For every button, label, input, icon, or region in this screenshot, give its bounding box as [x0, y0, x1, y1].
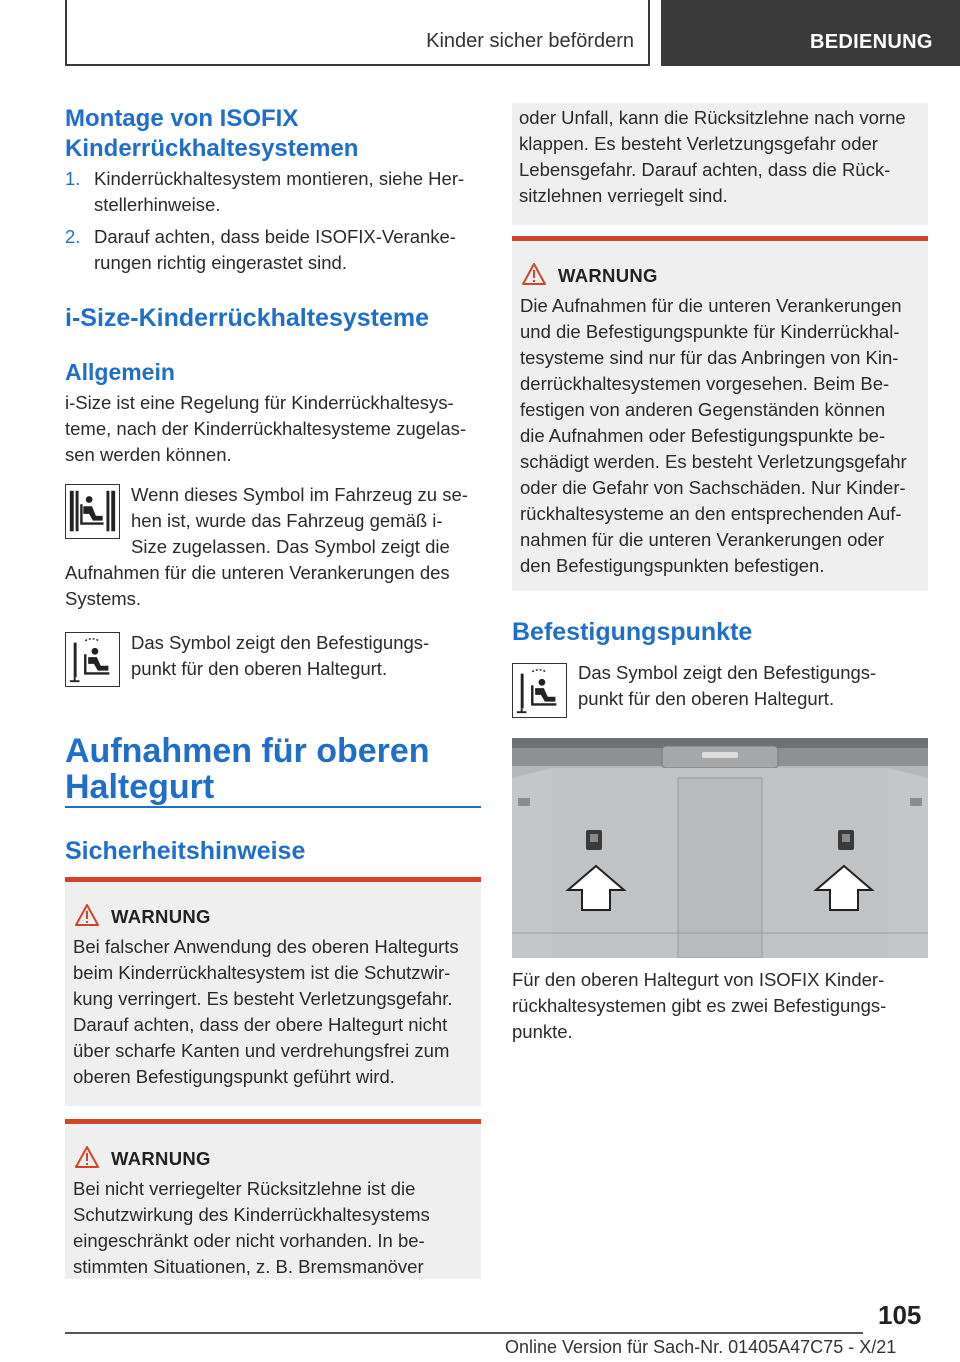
- isize-symbol-cont: Systems.: [65, 588, 142, 609]
- general-heading: Allgemein: [65, 359, 175, 385]
- warning-text: [73, 934, 477, 1090]
- trunk-photo: [512, 738, 928, 958]
- anchor-heading: Befestigungspunkte: [512, 618, 753, 646]
- warning-box: [65, 1119, 481, 1279]
- warning-line: oder die Gefahr von Sachschäden. Nur Kinder-: [520, 477, 906, 498]
- anchor-symbol-line: punkt für den oberen Haltegurt.: [578, 688, 835, 709]
- step-1-line-1: Kinderrückhaltesystem montieren, siehe Her-: [94, 168, 465, 189]
- header-chapter-tab: [661, 0, 960, 66]
- warning-line: Darauf achten, dass der obere Haltegurt nicht: [73, 1014, 448, 1035]
- warning-line: rückhaltesysteme an den entsprechenden Auf-: [520, 503, 902, 524]
- warning-line: Bei nicht verriegelter Rücksitzlehne ist die: [73, 1178, 416, 1199]
- top-tether-icon: [512, 663, 567, 718]
- warning-line: über scharfe Kanten und verdrehungsfrei zum: [73, 1040, 450, 1061]
- warning-line: kung verringert. Es besteht Verletzungsgefahr.: [73, 988, 453, 1009]
- header-chapter-title: BEDIENUNG: [810, 31, 933, 53]
- tether-symbol-line: punkt für den oberen Haltegurt.: [131, 658, 388, 679]
- warning-line: die Aufnahmen oder Befestigungspunkte be-: [520, 425, 886, 446]
- warning-line: klappen. Es besteht Verletzungsgefahr oder: [519, 133, 878, 154]
- caption-line: rückhaltesystemen gibt es zwei Befestigungs-: [512, 995, 887, 1016]
- warning-triangle-icon: [75, 904, 99, 926]
- warning-box: [512, 236, 928, 591]
- warning-line: Lebensgefahr. Darauf achten, dass die Rück-: [519, 159, 891, 180]
- general-line: sen werden können.: [65, 444, 232, 465]
- isize-heading: i-Size-Kinderrückhaltesysteme: [65, 304, 430, 332]
- warning-line: oder Unfall, kann die Rücksitzlehne nach vorne: [519, 107, 906, 128]
- heading-divider: [65, 806, 481, 808]
- step-number: 2.: [65, 226, 81, 247]
- isize-seat-icon: [65, 484, 120, 539]
- warning-line: Die Aufnahmen für die unteren Verankerungen: [520, 295, 902, 316]
- isize-symbol-line: Size zugelassen. Das Symbol zeigt die: [131, 536, 450, 557]
- isize-symbol-line: hen ist, wurde das Fahrzeug gemäß i-: [131, 510, 443, 531]
- step-2-line-2: rungen richtig eingerastet sind.: [94, 252, 347, 273]
- main-heading-line: Haltegurt: [65, 768, 215, 806]
- warning-line: und die Befestigungspunkte für Kinderrückhal-: [520, 321, 900, 342]
- warning-line: stimmten Situationen, z. B. Bremsmanöver: [73, 1256, 424, 1277]
- warning-title: WARNUNG: [558, 265, 658, 286]
- isize-symbol-cont: Aufnahmen für die unteren Verankerungen des: [65, 562, 450, 583]
- warning-text: [520, 293, 924, 579]
- warning-line: sitzlehnen verriegelt sind.: [519, 185, 728, 206]
- warning-line: den Befestigungspunkten befestigen.: [520, 555, 825, 576]
- page-number: 105: [878, 1300, 922, 1330]
- warning-line: derrückhaltesystemen vorgesehen. Beim Be-: [520, 373, 890, 394]
- warning-title: WARNUNG: [111, 1148, 211, 1169]
- warning-triangle-icon: [522, 263, 546, 285]
- warning-line: beim Kinderrückhaltesystem ist die Schutzwir-: [73, 962, 451, 983]
- warning-line: oberen Befestigungspunkt geführt wird.: [73, 1066, 395, 1087]
- warning-line: nahmen für die unteren Verankerungen oder: [520, 529, 885, 550]
- isofix-heading: Montage von ISOFIX Kinderrückhaltesystemen: [65, 105, 359, 162]
- warning-line: Schutzwirkung des Kinderrückhaltesystems: [73, 1204, 430, 1225]
- top-tether-icon: [65, 632, 120, 687]
- warning-line: Bei falscher Anwendung des oberen Haltegurts: [73, 936, 459, 957]
- general-line: i-Size ist eine Regelung für Kinderrückhaltesys-: [65, 392, 454, 413]
- warning-continuation-box: [512, 103, 928, 225]
- general-line: teme, nach der Kinderrückhaltesysteme zugelas-: [65, 418, 467, 439]
- footer-divider: [65, 1332, 863, 1334]
- warning-text: [73, 1176, 477, 1280]
- main-heading-line: Aufnahmen für oberen: [65, 732, 430, 770]
- warning-triangle-icon: [75, 1146, 99, 1168]
- caption-line: punkte.: [512, 1021, 573, 1042]
- isize-symbol-line: Wenn dieses Symbol im Fahrzeug zu se-: [131, 484, 468, 505]
- warning-line: schädigt werden. Es besteht Verletzungsgefahr: [520, 451, 907, 472]
- anchor-symbol-line: Das Symbol zeigt den Befestigungs-: [578, 662, 877, 683]
- warning-line: tesysteme sind nur für das Anbringen von Kin-: [520, 347, 899, 368]
- warning-title: WARNUNG: [111, 906, 211, 927]
- header-section-title: Kinder sicher befördern: [426, 30, 634, 52]
- warning-line: festigen von anderen Gegenständen können: [520, 399, 886, 420]
- header-section-tab: [65, 0, 650, 66]
- safety-heading: Sicherheitshinweise: [65, 837, 306, 865]
- step-2-line-1: Darauf achten, dass beide ISOFIX-Veranke-: [94, 226, 456, 247]
- tether-symbol-line: Das Symbol zeigt den Befestigungs-: [131, 632, 430, 653]
- step-number: 1.: [65, 168, 81, 189]
- step-1-line-2: stellerhinweise.: [94, 194, 221, 215]
- caption-line: Für den oberen Haltegurt von ISOFIX Kinder-: [512, 969, 885, 990]
- footer-online-version: Online Version für Sach-Nr. 01405A47C75 - X/21: [505, 1337, 897, 1357]
- warning-box: [65, 877, 481, 1106]
- warning-line: eingeschränkt oder nicht vorhanden. In be-: [73, 1230, 425, 1251]
